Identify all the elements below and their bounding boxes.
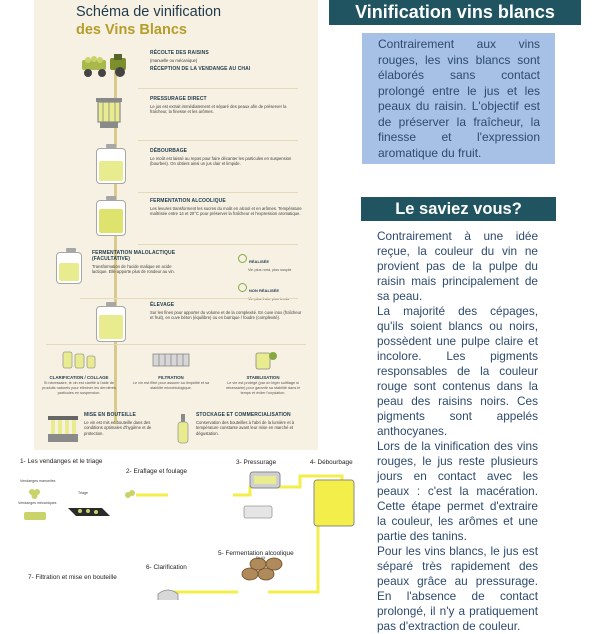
process-step-3-label: 3- Pressurage xyxy=(236,459,277,466)
did-you-know-text xyxy=(377,229,538,633)
step-malolactic-fermentation xyxy=(46,250,311,301)
malolactic-options: RÉALISÉE Vin plus rond, plus souple NON RÉALISÉE Vin plus frais, plus tendu xyxy=(238,250,298,302)
tank-icon xyxy=(56,252,82,284)
mechanical-harvest-label: Vendanges mécaniques xyxy=(18,501,57,505)
step-divider xyxy=(138,192,298,193)
step-title: FERMENTATION ALCOOLIQUE xyxy=(150,198,226,204)
step-filtration: FILTRATION Le vin est filtré pour assurer sa limpidité et sa stabilité microbiologique. xyxy=(132,350,210,391)
step-divider xyxy=(80,298,298,299)
step-divider xyxy=(138,140,298,141)
infographic-subtitle: des Vins Blancs xyxy=(76,22,187,38)
paragraph: Lors de la vinification des vins rouges, le jus reste plusieurs jours en contact avec les peaux : c'est la macération. Cette étape permet d'extraire la couleur, les arômes et une partie des tanins. xyxy=(377,439,538,543)
step-bottling-row xyxy=(40,412,305,448)
step-aging xyxy=(46,302,311,342)
step-description: Transformation de l'acide malique en acide lactique. Elle apporte plus de rondeur au vin. xyxy=(92,264,175,275)
did-you-know-heading: Le saviez vous? xyxy=(361,197,556,221)
tractor-icon xyxy=(80,52,140,78)
step-clarification: CLARIFICATION / COLLAGE Si nécessaire, le vin est clarifié à l'aide de produits naturels pour éliminer les dernières particules en suspension. xyxy=(40,350,118,395)
process-step-5-label: 5- Fermentation alcoolique xyxy=(218,550,294,557)
step-title: RÉCOLTE DES RAISINS xyxy=(150,50,209,56)
step-description: Les levures transforment les sucres du moût en alcool et en arômes. Température maîtrisée entre 14 et 20°C pour préserver la fraîcheur et l'expression aromatique. xyxy=(150,206,302,217)
vinification-infographic xyxy=(34,0,318,450)
step-description: Conservation des bouteilles à l'abri de la lumière et à température constante avant leur mise en marché et dégustation. xyxy=(196,420,295,436)
step-divider xyxy=(138,88,298,89)
check-circle-icon xyxy=(238,254,247,263)
step-description: Le vin est mis en bouteille dans des conditions optimales d'hygiène et de protection. xyxy=(84,420,152,436)
press-icon xyxy=(94,96,124,130)
infographic-title: Schéma de vinification xyxy=(76,4,222,20)
page-title: Vinification vins blancs xyxy=(329,0,581,25)
clarification-bottles-icon xyxy=(59,350,99,370)
step-title-secondary: RÉCEPTION DE LA VENDANGE AU CHAI xyxy=(150,66,251,72)
step-description: Le jus est extrait immédiatement et séparé des peaux afin de préserver la fraîcheur, la finesse et les arômes. xyxy=(150,104,287,115)
step-finishing-row xyxy=(40,350,305,404)
step-title: DÉBOURBAGE xyxy=(150,148,188,154)
process-step-7-label: 7- Filtration et mise en bouteille xyxy=(28,574,117,581)
step-pressing xyxy=(46,96,311,134)
step-title: PRESSURAGE DIRECT xyxy=(150,96,207,102)
step-description: Sur les fines pour apporter du volume et de la complexité. En cuve inox (fraîcheur et fruit), en cuve béton (équilibre) ou en barrique / foudre (complexité). xyxy=(150,310,302,321)
process-step-6-label: 6- Clarification xyxy=(146,564,187,571)
stabilisation-tank-icon xyxy=(243,350,283,370)
tank-icon xyxy=(96,148,126,184)
sorting-label: Triage xyxy=(78,491,89,495)
step-harvest xyxy=(46,50,311,80)
step-title: ÉLEVAGE xyxy=(150,302,175,308)
step-settling xyxy=(46,148,311,186)
step-title: STOCKAGE ET COMMERCIALISATION xyxy=(196,412,291,418)
step-stabilisation: STABILISATION Le vin est protégé (par un léger sulfitage si nécessaire) pour garantir sa stabilité dans le temps et éviter l'oxydation. xyxy=(224,350,302,395)
grapes-icon xyxy=(29,489,40,499)
step-alcoholic-fermentation xyxy=(46,198,311,238)
cross-circle-icon xyxy=(238,283,247,292)
process-step-4-label: 4- Débourbage xyxy=(310,459,353,466)
process-step-1-label: 1- Les vendanges et le triage xyxy=(20,458,103,465)
step-description: Le moût est laissé au repos pour faire décanter les particules en suspension (bourbes). On obtient ainsi un jus clair et limpide. xyxy=(150,156,292,167)
intro-box xyxy=(362,33,555,164)
wine-bottle-icon xyxy=(176,414,190,444)
step-divider xyxy=(46,344,306,345)
paragraph: La majorité des cépages, qu'ils soient blancs ou noirs, possèdent une pulpe claire et incolore. Les pigments responsables de la couleur rouge sont contenus dans la peau des raisins noirs. Ces pigments sont appelés anthocyanes. xyxy=(377,304,538,438)
process-step-2-label: 2- Eraflage et foulage xyxy=(126,468,188,475)
bottling-machine-icon xyxy=(46,414,80,444)
step-title: FERMENTATION MALOLACTIQUE (FACULTATIVE) xyxy=(92,250,176,262)
filter-icon xyxy=(151,350,191,370)
process-diagram xyxy=(18,452,360,600)
paragraph: Pour les vins blancs, le jus est séparé très rapidement des peaux grâce au pressurage. En l'absence de contact prolongé, il n'y a pratiquement pas d'extraction de couleur. xyxy=(377,544,538,633)
fermentation-tank-icon xyxy=(96,200,126,236)
step-title: MISE EN BOUTEILLE xyxy=(84,412,136,418)
intro-text: Contrairement aux vins rouges, les vins blancs sont élaborés sans contact prolongé entre le jus et les peaux du raisin. L'objectif est de préserver la fraîcheur, la finesse et l'expression aromatique du fruit. xyxy=(378,37,540,160)
step-description: (manuelle ou mécanique) xyxy=(150,58,198,63)
aging-tank-icon xyxy=(96,306,126,342)
paragraph: Contrairement à une idée reçue, la couleur du vin ne provient pas de la pulpe du raisin mais principalement de sa peau. xyxy=(377,229,538,303)
barrel-label: En fût xyxy=(256,556,266,560)
step-divider xyxy=(138,244,298,245)
manual-harvest-label: Vendanges manuelles xyxy=(20,479,56,483)
